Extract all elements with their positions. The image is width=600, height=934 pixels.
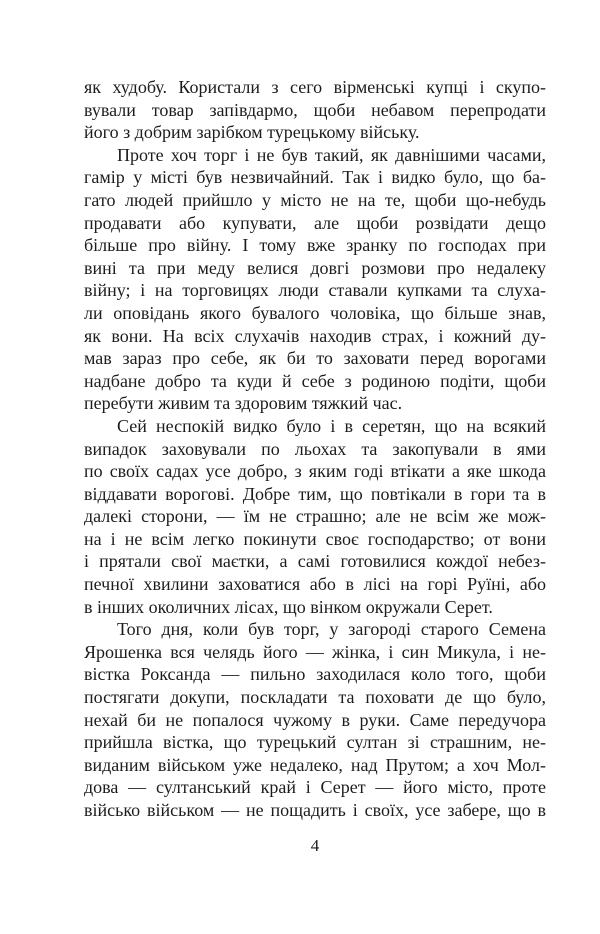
paragraph — [84, 618, 546, 821]
text-line: війну; і на торговицях люди ставали купками та слуха- — [84, 280, 546, 301]
text-line: Ярошенка вся челядь його — жінка, і син Микула, і не- — [84, 641, 546, 662]
paragraph — [84, 76, 546, 144]
text-line: мав зараз про себе, як би то заховати перед ворогами — [84, 348, 546, 369]
text-line: надбане добро та куди й себе з родиною подіти, щоби — [84, 370, 546, 391]
text-line: Того дня, коли був торг, у загороді старого Семена — [117, 619, 546, 640]
text-line: нехай би не попалося чужому в руки. Саме передучора — [84, 709, 546, 730]
text-line: виданим військом уже недалеко, над Прутом; а хоч Мол- — [84, 754, 546, 775]
text-line: по своїх садах усе добро, з яким годі втікати а яке шкода — [84, 461, 546, 482]
text-line: продавати або купувати, але щоби розвідати дещо — [84, 212, 546, 233]
text-line: і прятали свої маєтки, а самі готовилися кождої небез- — [84, 551, 546, 572]
paragraph — [84, 144, 546, 415]
page-number: 4 — [310, 836, 320, 855]
text-line: далекі сторони, — їм не страшно; але не всім же мож- — [84, 506, 546, 527]
text-line: прийшла вістка, що турецький султан зі страшним, не- — [84, 732, 546, 753]
text-line: Проте хоч торг і не був такий, як давнішими часами, — [117, 144, 546, 165]
text-line: гамір у місті був незвичайний. Так і видко було, що ба- — [84, 167, 546, 188]
text-line: дова — султанський край і Серет — його місто, проте — [84, 777, 546, 798]
text-line: Сей неспокій видко було і в серетян, що на всякий — [117, 415, 546, 436]
text-line: військо військом — не пощадить і своїх, усе забере, що в — [84, 800, 546, 820]
text-line: вині та при меду велися довгі розмови про недалеку — [84, 257, 546, 278]
text-line: печної хвилини заховатися або в лісі на горі Руїні, або — [84, 574, 546, 595]
text-line: вували товар запівдармо, щоби небавом перепродати — [84, 99, 546, 120]
text-line: гато людей прийшло у місто не на те, щоби що-небудь — [84, 189, 546, 210]
text-block — [84, 76, 546, 822]
text-line: випадок заховували по льохах та закопували в ями — [84, 438, 546, 459]
text-line: як худобу. Користали з сего вірменські купці і скупо- — [84, 77, 546, 97]
text-line: його з добрим зарібком турецькому війську. — [84, 122, 420, 143]
paragraph — [84, 415, 546, 618]
text-line: більше про війну. І тому вже зранку по господах при — [84, 235, 546, 256]
text-line: віддавати ворогові. Добре тим, що повтікали в гори та в — [84, 483, 546, 504]
text-line: вістка Роксанда — пильно заходилася коло того, щоби — [84, 664, 546, 685]
text-line: ли оповідань якого бувалого чоловіка, що більше знав, — [84, 302, 546, 323]
text-line: постягати докупи, поскладати та поховати де що було, — [84, 687, 546, 708]
text-line: перебути живим та здоровим тяжкий час. — [84, 393, 403, 414]
text-line: в інших околичних лісах, що вінком окружали Серет. — [84, 596, 493, 617]
text-line: як вони. На всіх слухачів находив страх, і кожний ду- — [84, 325, 546, 346]
text-line: на і не всім легко покинути своє господарство; от вони — [84, 528, 546, 549]
